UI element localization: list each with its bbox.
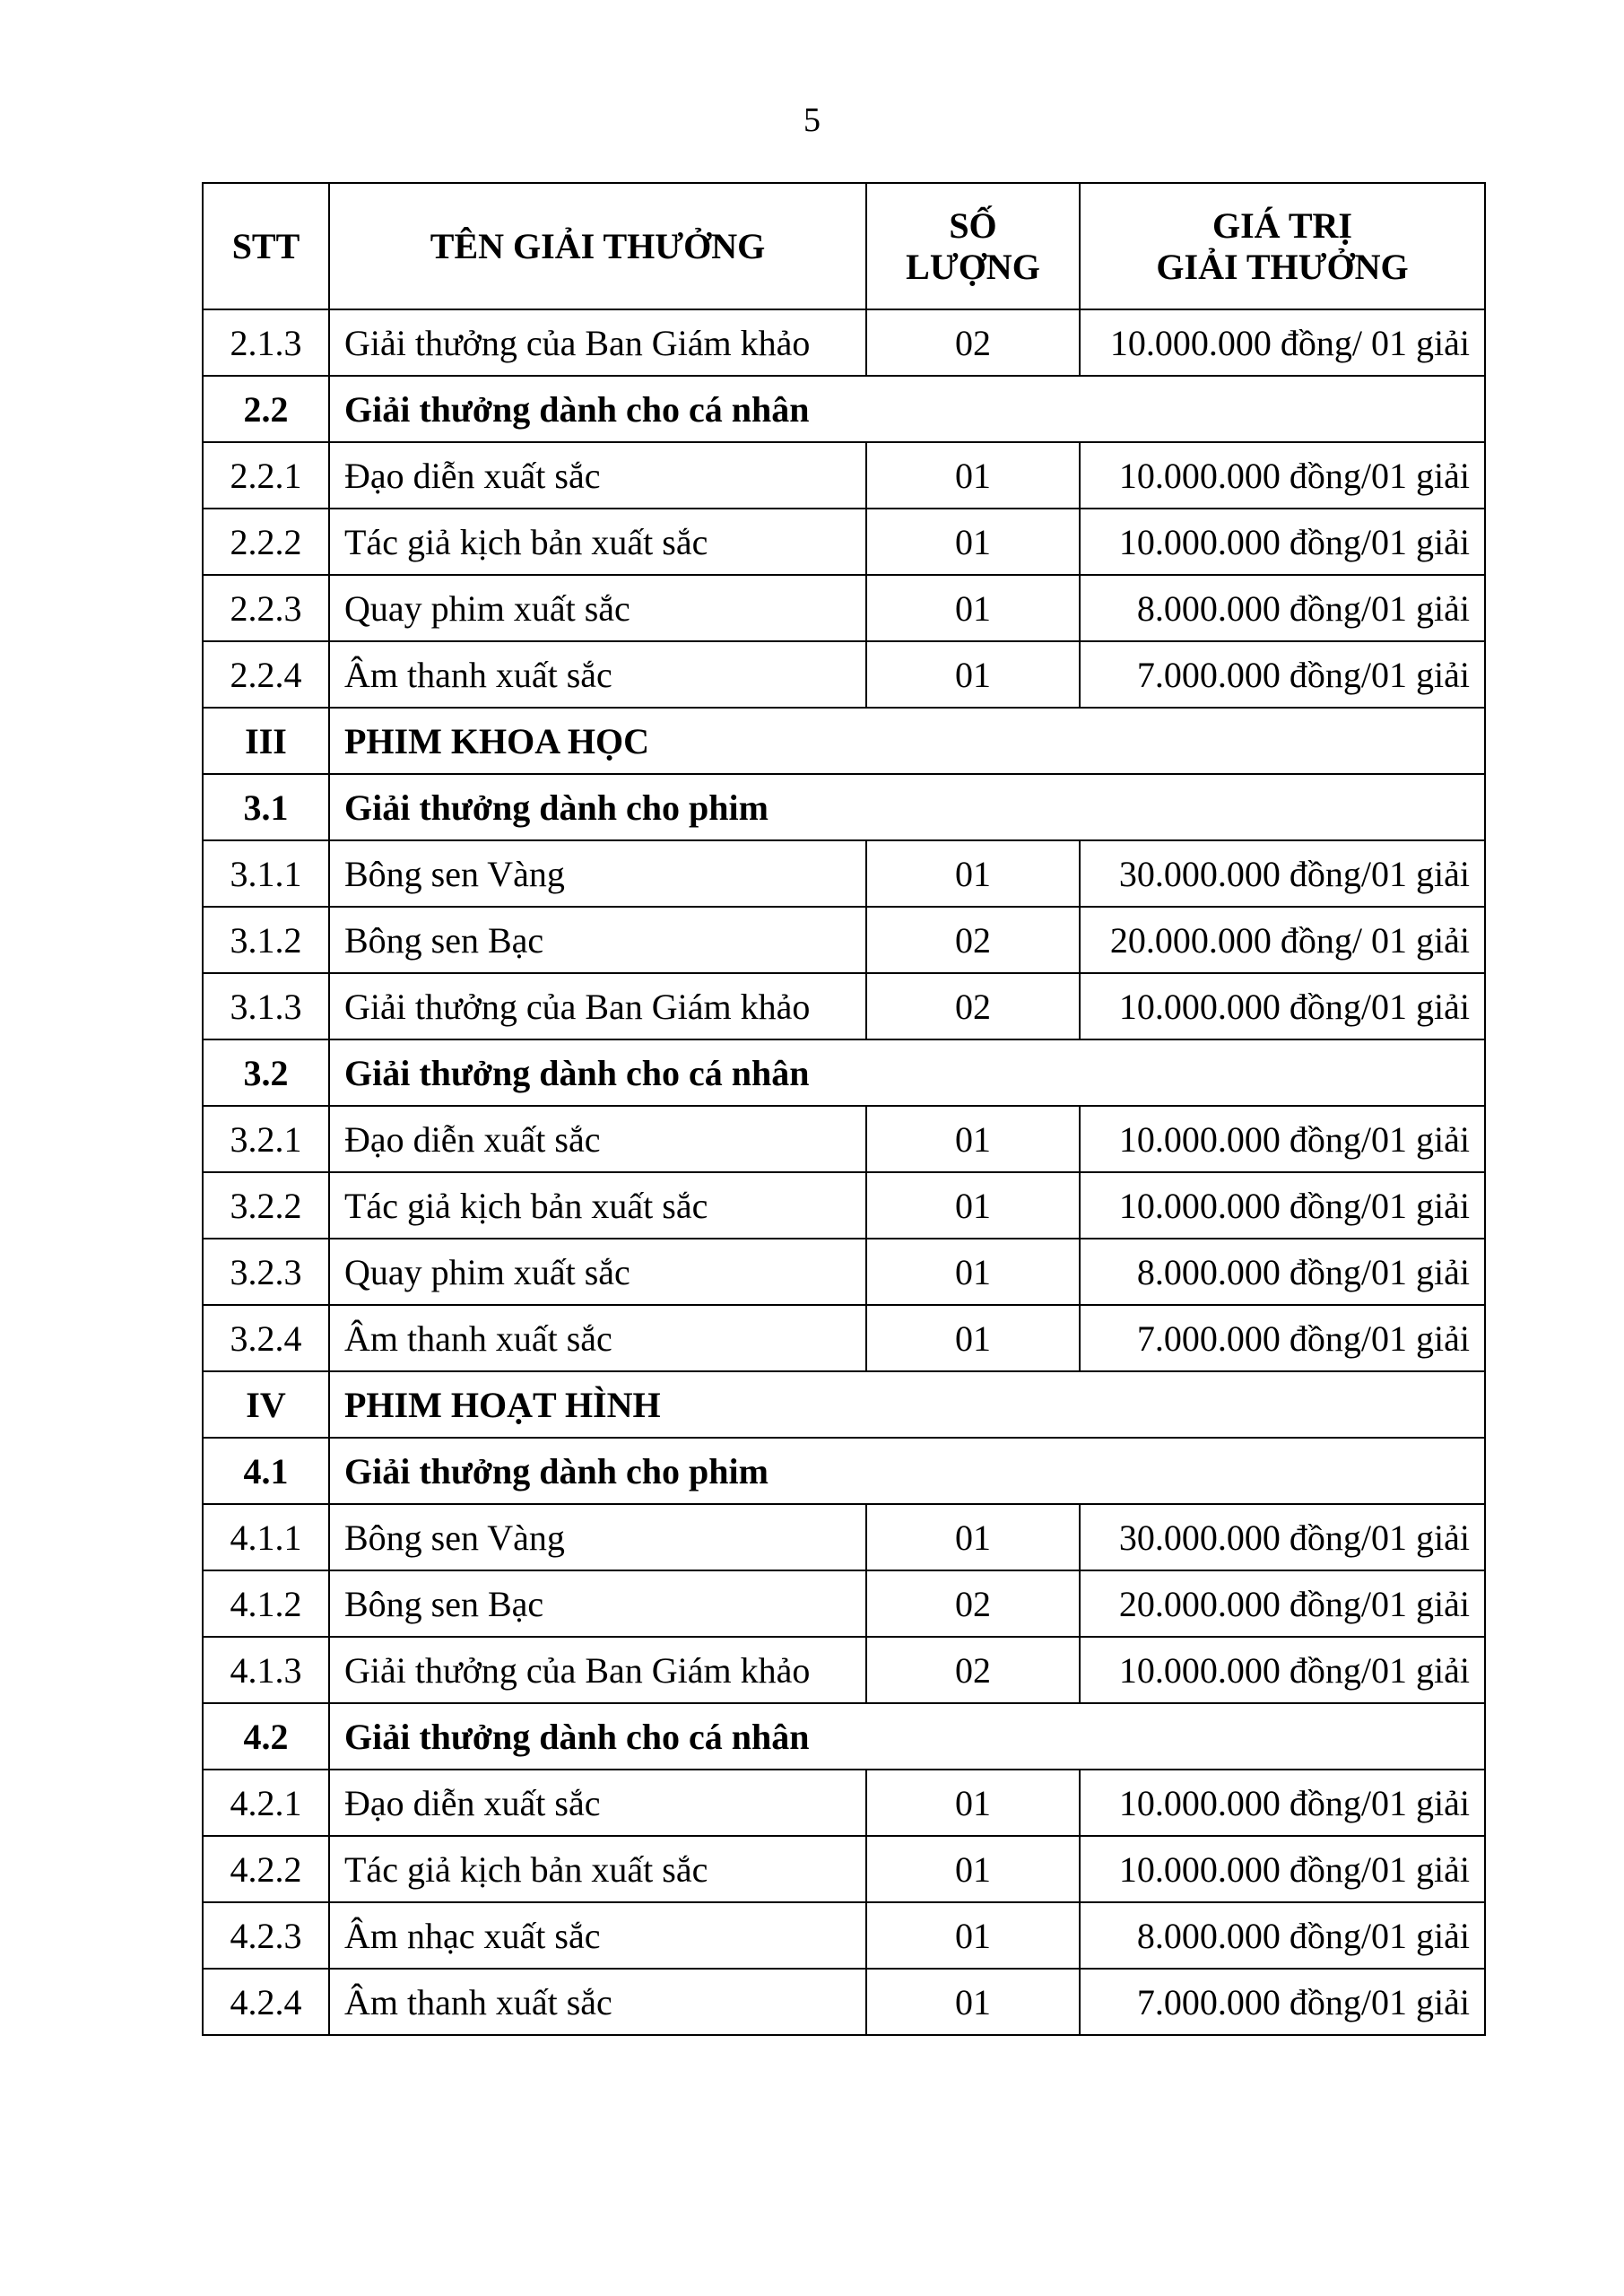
section-number: III xyxy=(203,708,329,774)
table-row xyxy=(203,973,1485,1039)
award-quantity: 01 xyxy=(866,641,1080,708)
award-value: 8.000.000 đồng/01 giải xyxy=(1080,1239,1485,1305)
award-value: 10.000.000 đồng/01 giải xyxy=(1080,509,1485,575)
award-quantity: 02 xyxy=(866,309,1080,376)
table-row xyxy=(203,442,1485,509)
award-name: Đạo diễn xuất sắc xyxy=(329,1106,866,1172)
table-body xyxy=(203,309,1485,2035)
award-number: 2.2.3 xyxy=(203,575,329,641)
award-quantity: 01 xyxy=(866,1969,1080,2035)
award-number: 3.1.2 xyxy=(203,907,329,973)
award-quantity: 01 xyxy=(866,509,1080,575)
award-quantity: 01 xyxy=(866,1836,1080,1902)
award-name: Giải thưởng của Ban Giám khảo xyxy=(329,309,866,376)
award-number: 4.2.4 xyxy=(203,1969,329,2035)
award-number: 3.2.2 xyxy=(203,1172,329,1239)
award-quantity: 01 xyxy=(866,1239,1080,1305)
award-value: 10.000.000 đồng/01 giải xyxy=(1080,442,1485,509)
award-quantity: 02 xyxy=(866,1637,1080,1703)
award-value: 8.000.000 đồng/01 giải xyxy=(1080,575,1485,641)
award-name: Bông sen Bạc xyxy=(329,907,866,973)
section-title: PHIM HOẠT HÌNH xyxy=(329,1371,1485,1438)
award-number: 4.1.1 xyxy=(203,1504,329,1570)
header-award-name: TÊN GIẢI THƯỞNG xyxy=(329,183,866,309)
section-title: Giải thưởng dành cho phim xyxy=(329,774,1485,840)
section-number: IV xyxy=(203,1371,329,1438)
header-quantity-line1: SỐ xyxy=(949,204,997,246)
award-name: Giải thưởng của Ban Giám khảo xyxy=(329,973,866,1039)
table-section-row xyxy=(203,708,1485,774)
table-row xyxy=(203,907,1485,973)
award-name: Bông sen Vàng xyxy=(329,1504,866,1570)
award-number: 3.2.4 xyxy=(203,1305,329,1371)
award-name: Tác giả kịch bản xuất sắc xyxy=(329,1172,866,1239)
award-number: 2.2.1 xyxy=(203,442,329,509)
section-title: Giải thưởng dành cho cá nhân xyxy=(329,376,1485,442)
award-value: 10.000.000 đồng/01 giải xyxy=(1080,1637,1485,1703)
section-number: 2.2 xyxy=(203,376,329,442)
award-quantity: 02 xyxy=(866,907,1080,973)
table-row xyxy=(203,1172,1485,1239)
award-number: 3.1.3 xyxy=(203,973,329,1039)
page-number: 5 xyxy=(803,101,821,139)
award-value: 20.000.000 đồng/ 01 giải xyxy=(1080,907,1485,973)
table-row xyxy=(203,509,1485,575)
table-row xyxy=(203,1239,1485,1305)
award-quantity: 01 xyxy=(866,1770,1080,1836)
award-value: 10.000.000 đồng/ 01 giải xyxy=(1080,309,1485,376)
section-title: PHIM KHOA HỌC xyxy=(329,708,1485,774)
header-stt: STT xyxy=(203,183,329,309)
table-row xyxy=(203,575,1485,641)
table-row xyxy=(203,1106,1485,1172)
award-name: Tác giả kịch bản xuất sắc xyxy=(329,509,866,575)
table-section-row xyxy=(203,376,1485,442)
section-title: Giải thưởng dành cho cá nhân xyxy=(329,1039,1485,1106)
award-number: 3.2.1 xyxy=(203,1106,329,1172)
table-row xyxy=(203,1969,1485,2035)
table-row xyxy=(203,840,1485,907)
award-name: Bông sen Vàng xyxy=(329,840,866,907)
award-number: 4.2.1 xyxy=(203,1770,329,1836)
award-quantity: 01 xyxy=(866,1305,1080,1371)
table-row xyxy=(203,1570,1485,1637)
award-name: Đạo diễn xuất sắc xyxy=(329,1770,866,1836)
award-value: 20.000.000 đồng/01 giải xyxy=(1080,1570,1485,1637)
award-quantity: 01 xyxy=(866,575,1080,641)
award-name: Đạo diễn xuất sắc xyxy=(329,442,866,509)
award-name: Quay phim xuất sắc xyxy=(329,575,866,641)
award-quantity: 01 xyxy=(866,442,1080,509)
section-number: 4.2 xyxy=(203,1703,329,1770)
award-value: 10.000.000 đồng/01 giải xyxy=(1080,1770,1485,1836)
table-row xyxy=(203,1504,1485,1570)
award-value: 30.000.000 đồng/01 giải xyxy=(1080,840,1485,907)
table-row xyxy=(203,1770,1485,1836)
section-title: Giải thưởng dành cho cá nhân xyxy=(329,1703,1485,1770)
section-number: 4.1 xyxy=(203,1438,329,1504)
table-section-row xyxy=(203,1039,1485,1106)
award-name: Bông sen Bạc xyxy=(329,1570,866,1637)
table-section-row xyxy=(203,1371,1485,1438)
section-title: Giải thưởng dành cho phim xyxy=(329,1438,1485,1504)
award-quantity: 01 xyxy=(866,1106,1080,1172)
table-row xyxy=(203,1836,1485,1902)
table-section-row xyxy=(203,1703,1485,1770)
award-value: 7.000.000 đồng/01 giải xyxy=(1080,1305,1485,1371)
award-number: 4.1.2 xyxy=(203,1570,329,1637)
table-section-row xyxy=(203,1438,1485,1504)
award-name: Âm thanh xuất sắc xyxy=(329,1305,866,1371)
section-number: 3.1 xyxy=(203,774,329,840)
header-quantity xyxy=(866,183,1080,309)
award-number: 2.2.4 xyxy=(203,641,329,708)
award-value: 10.000.000 đồng/01 giải xyxy=(1080,1836,1485,1902)
award-name: Giải thưởng của Ban Giám khảo xyxy=(329,1637,866,1703)
header-value-line2: GIẢI THƯỞNG xyxy=(1156,246,1409,287)
award-value: 7.000.000 đồng/01 giải xyxy=(1080,641,1485,708)
award-quantity: 01 xyxy=(866,1172,1080,1239)
award-number: 2.2.2 xyxy=(203,509,329,575)
table-header xyxy=(203,183,1485,309)
award-name: Âm nhạc xuất sắc xyxy=(329,1902,866,1969)
award-value: 8.000.000 đồng/01 giải xyxy=(1080,1902,1485,1969)
header-value-line1: GIÁ TRỊ xyxy=(1212,204,1352,246)
table-section-row xyxy=(203,774,1485,840)
section-number: 3.2 xyxy=(203,1039,329,1106)
header-award-value xyxy=(1080,183,1485,309)
awards-table xyxy=(202,182,1486,2036)
table-row xyxy=(203,1902,1485,1969)
award-quantity: 01 xyxy=(866,1902,1080,1969)
table-row xyxy=(203,641,1485,708)
header-quantity-line2: LƯỢNG xyxy=(906,246,1040,287)
award-value: 30.000.000 đồng/01 giải xyxy=(1080,1504,1485,1570)
award-value: 10.000.000 đồng/01 giải xyxy=(1080,1172,1485,1239)
award-quantity: 01 xyxy=(866,840,1080,907)
table-row xyxy=(203,1637,1485,1703)
award-number: 4.2.3 xyxy=(203,1902,329,1969)
award-value: 10.000.000 đồng/01 giải xyxy=(1080,973,1485,1039)
award-quantity: 02 xyxy=(866,1570,1080,1637)
table-row xyxy=(203,1305,1485,1371)
award-number: 3.2.3 xyxy=(203,1239,329,1305)
header-row xyxy=(203,183,1485,309)
award-number: 3.1.1 xyxy=(203,840,329,907)
award-quantity: 02 xyxy=(866,973,1080,1039)
award-value: 10.000.000 đồng/01 giải xyxy=(1080,1106,1485,1172)
award-name: Quay phim xuất sắc xyxy=(329,1239,866,1305)
award-value: 7.000.000 đồng/01 giải xyxy=(1080,1969,1485,2035)
award-number: 2.1.3 xyxy=(203,309,329,376)
award-name: Âm thanh xuất sắc xyxy=(329,1969,866,2035)
table-row xyxy=(203,309,1485,376)
award-quantity: 01 xyxy=(866,1504,1080,1570)
award-name: Âm thanh xuất sắc xyxy=(329,641,866,708)
award-number: 4.1.3 xyxy=(203,1637,329,1703)
award-name: Tác giả kịch bản xuất sắc xyxy=(329,1836,866,1902)
award-number: 4.2.2 xyxy=(203,1836,329,1902)
